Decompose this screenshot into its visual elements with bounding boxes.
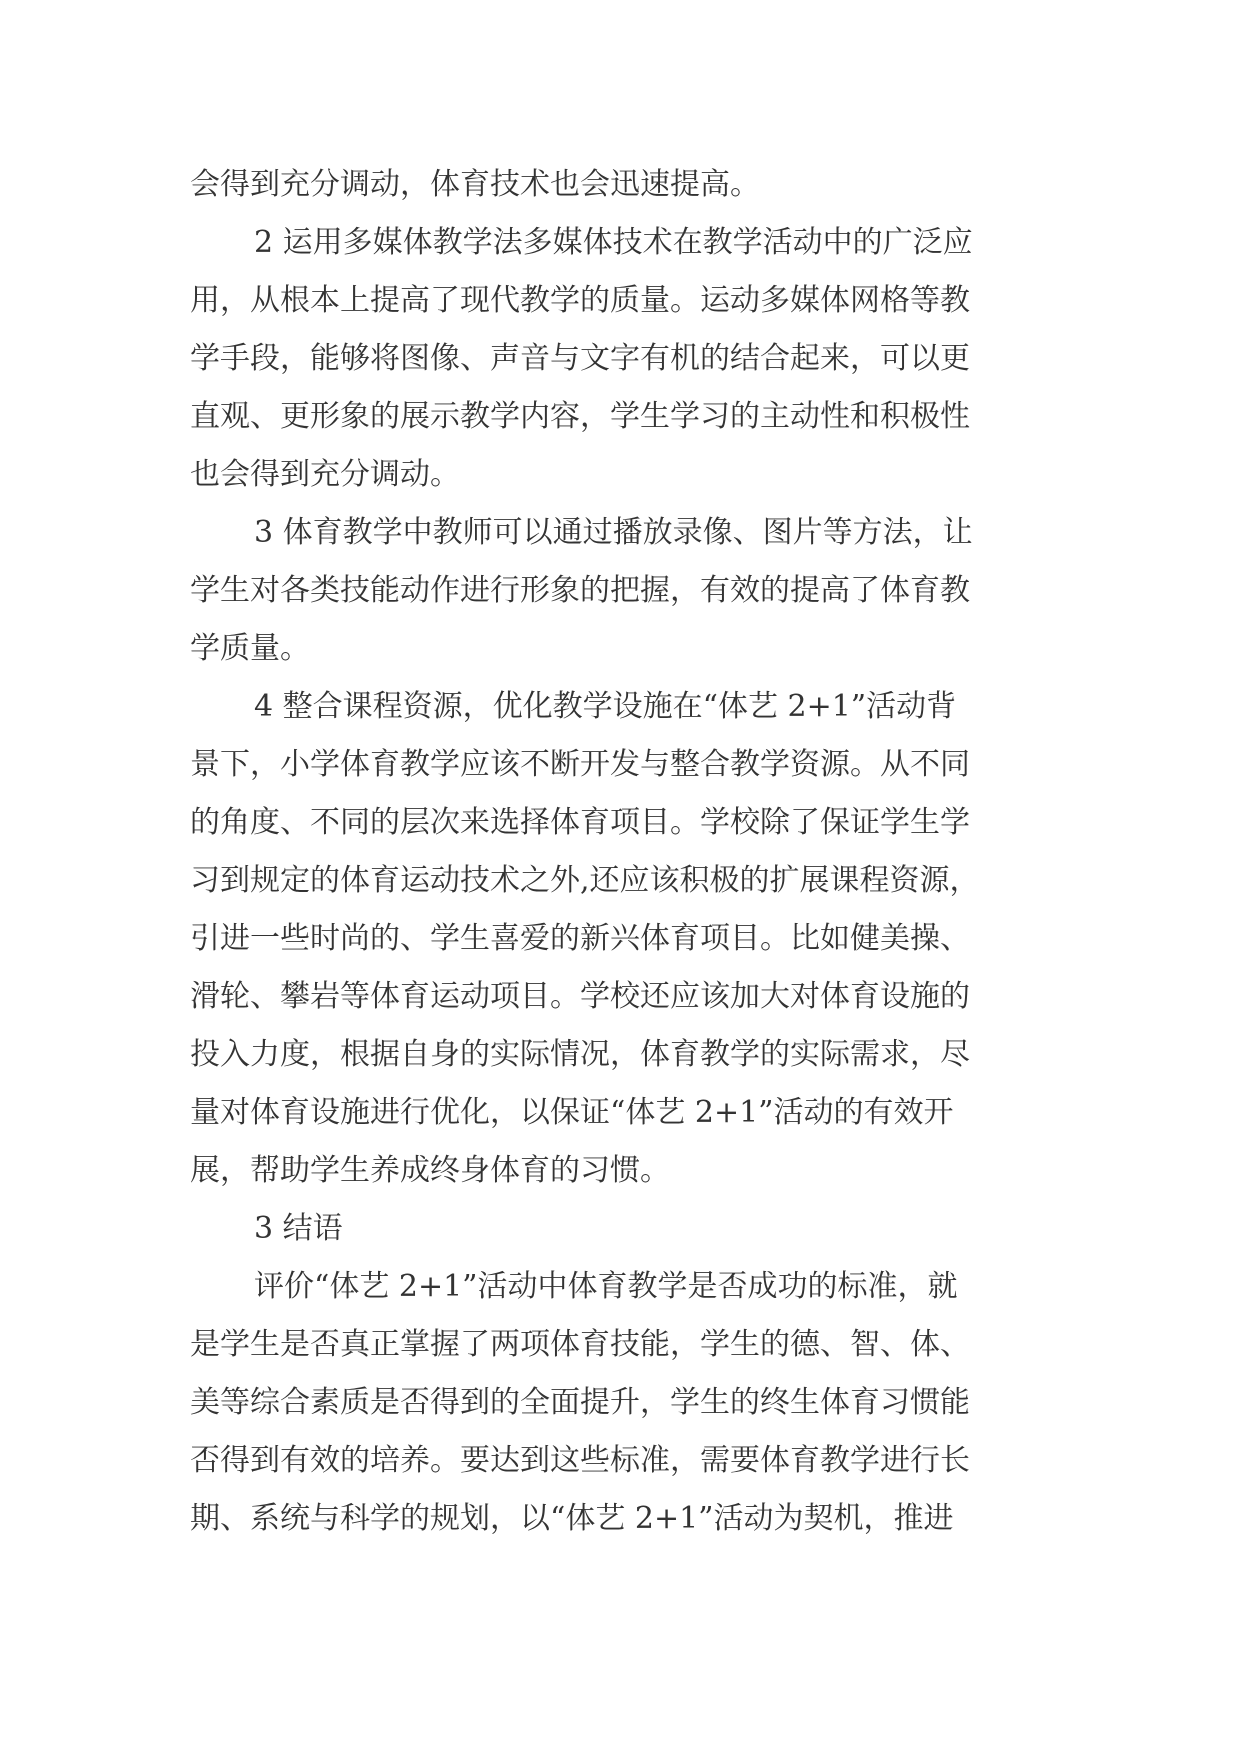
text-line: 直观、更形象的展示教学内容，学生学习的主动性和积极性 <box>190 399 970 434</box>
text-line: 否得到有效的培养。要达到这些标准，需要体育教学进行长 <box>190 1443 970 1478</box>
text-line: 是学生是否真正掌握了两项体育技能，学生的德、智、体、 <box>190 1327 970 1362</box>
text-line: 期、系统与科学的规划，以“体艺 2+1”活动为契机，推进 <box>190 1501 954 1536</box>
text-line: 4 整合课程资源，优化教学设施在“体艺 2+1”活动背 <box>254 689 957 724</box>
text-line: 美等综合素质是否得到的全面提升，学生的终生体育习惯能 <box>190 1385 970 1420</box>
text-line: 习到规定的体育运动技术之外,还应该积极的扩展课程资源， <box>190 863 980 898</box>
text-line: 景下，小学体育教学应该不断开发与整合教学资源。从不同 <box>190 747 970 782</box>
text-line: 学生对各类技能动作进行形象的把握，有效的提高了体育教 <box>190 573 970 608</box>
body-text <box>190 156 1090 1548</box>
text-line: 量对体育设施进行优化，以保证“体艺 2+1”活动的有效开 <box>190 1095 954 1130</box>
section-heading: 3 结语 <box>254 1211 343 1246</box>
text-line: 展，帮助学生养成终身体育的习惯。 <box>190 1153 670 1188</box>
text-line: 会得到充分调动，体育技术也会迅速提高。 <box>190 167 760 202</box>
text-line: 学手段，能够将图像、声音与文字有机的结合起来，可以更 <box>190 341 970 376</box>
text-line: 引进一些时尚的、学生喜爱的新兴体育项目。比如健美操、 <box>190 921 970 956</box>
text-line: 的角度、不同的层次来选择体育项目。学校除了保证学生学 <box>190 805 970 840</box>
text-line: 滑轮、攀岩等体育运动项目。学校还应该加大对体育设施的 <box>190 979 970 1014</box>
text-line: 3 体育教学中教师可以通过播放录像、图片等方法，让 <box>254 515 973 550</box>
text-line: 用，从根本上提高了现代教学的质量。运动多媒体网格等教 <box>190 283 970 318</box>
text-line: 评价“体艺 2+1”活动中体育教学是否成功的标准，就 <box>254 1269 958 1304</box>
text-line: 也会得到充分调动。 <box>190 457 460 492</box>
text-line: 投入力度，根据自身的实际情况，体育教学的实际需求，尽 <box>190 1037 970 1072</box>
text-line: 学质量。 <box>190 631 310 666</box>
text-line: 2 运用多媒体教学法多媒体技术在教学活动中的广泛应 <box>254 225 973 260</box>
